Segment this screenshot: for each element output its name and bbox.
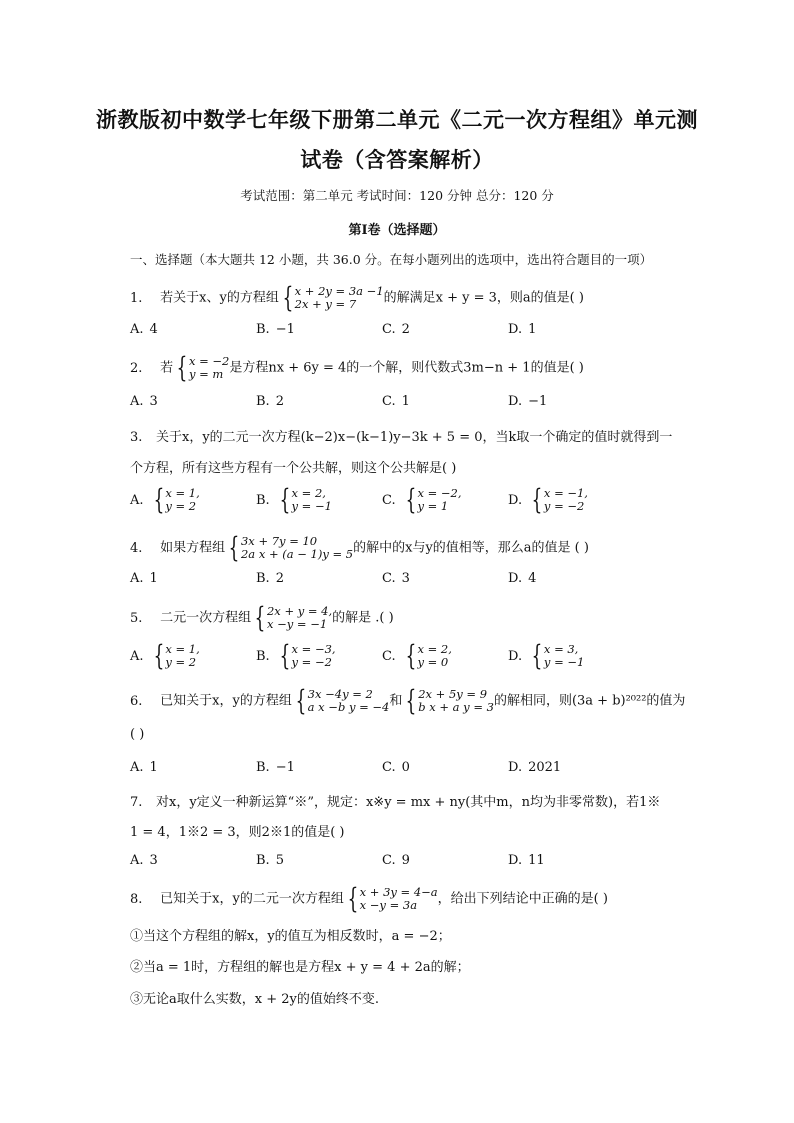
equation: 2x + y = 4, bbox=[266, 604, 333, 618]
question-stem: 二元一次方程组 bbox=[160, 610, 252, 626]
option-value: 1 bbox=[401, 394, 410, 409]
equation: x −y = 3a bbox=[359, 898, 418, 912]
option-d[interactable] bbox=[508, 760, 561, 775]
equation: x + 3y = 4−a bbox=[359, 885, 438, 899]
question-stem: ，给出下列结论中正确的是( ) bbox=[437, 891, 608, 907]
question-number: 1. bbox=[130, 290, 143, 306]
option-c[interactable] bbox=[382, 394, 410, 409]
equation: y = m bbox=[188, 367, 224, 381]
equation: x + 2y = 3a −1 bbox=[294, 284, 384, 298]
brace-icon: { bbox=[405, 684, 417, 717]
equation: 2x + y = 7 bbox=[294, 297, 357, 311]
equation: y = −2 bbox=[291, 655, 332, 669]
question-number: 2. bbox=[130, 360, 143, 376]
option-label: C. bbox=[382, 571, 396, 586]
option-value: 1 bbox=[149, 760, 158, 775]
options-q2 bbox=[130, 394, 650, 424]
option-value: 9 bbox=[401, 853, 410, 868]
equation: y = −2 bbox=[543, 499, 585, 513]
equation: 2x + 5y = 9 bbox=[418, 687, 488, 701]
options-q3 bbox=[130, 483, 650, 516]
option-label: D. bbox=[508, 571, 523, 586]
option-label: D. bbox=[508, 394, 523, 409]
option-label: C. bbox=[382, 394, 396, 409]
equation: y = 2 bbox=[165, 655, 197, 669]
option-value: 5 bbox=[275, 853, 284, 868]
brace-icon: { bbox=[228, 531, 240, 564]
document-title-line-1: 浙教版初中数学七年级下册第二单元《二元一次方程组》单元测 bbox=[96, 108, 698, 132]
equation-system bbox=[225, 531, 354, 564]
brace-icon: { bbox=[347, 882, 359, 915]
question-1 bbox=[130, 281, 584, 314]
option-value: 2 bbox=[401, 322, 410, 337]
question-5 bbox=[130, 601, 394, 634]
equation: x = −1, bbox=[543, 486, 588, 500]
question-stem: 和 bbox=[389, 693, 403, 709]
options-q1 bbox=[130, 322, 650, 352]
question-number: 4. bbox=[130, 540, 143, 556]
options-q7 bbox=[130, 853, 650, 883]
question-4 bbox=[130, 531, 589, 564]
brace-icon: { bbox=[279, 639, 290, 672]
option-label: D. bbox=[508, 853, 523, 868]
question-stem: 的解是 .( ) bbox=[332, 610, 394, 626]
equation: y = 0 bbox=[417, 655, 449, 669]
option-label: A. bbox=[130, 322, 144, 337]
question-stem: 的解满足x + y = 3，则a的值是( ) bbox=[383, 290, 584, 306]
option-value: −1 bbox=[275, 760, 295, 775]
option-label: B. bbox=[256, 760, 270, 775]
question-number: 8. bbox=[130, 891, 143, 907]
option-label: C. bbox=[382, 492, 396, 508]
question-8 bbox=[130, 882, 608, 915]
option-label: D. bbox=[508, 648, 523, 664]
option-value: 3 bbox=[401, 571, 410, 586]
question-2 bbox=[130, 351, 584, 384]
option-a[interactable] bbox=[130, 760, 158, 775]
option-label: B. bbox=[256, 571, 270, 586]
brace-icon: { bbox=[295, 684, 307, 717]
options-q4 bbox=[130, 571, 650, 601]
equation-system bbox=[173, 351, 230, 384]
question-stem: 关于x，y的二元一次方程(k−2)x−(k−1)y−3k + 5 = 0，当k取一个确定的值时就得到一 bbox=[156, 430, 673, 445]
equation: a x −b y = −4 bbox=[307, 700, 390, 714]
equation: x = −2 bbox=[188, 354, 230, 368]
brace-icon: { bbox=[153, 483, 164, 516]
equation-system bbox=[344, 882, 438, 915]
equation: y = 2 bbox=[165, 499, 197, 513]
option-label: A. bbox=[130, 394, 144, 409]
question-7-continued: 1 = 4，1※2 = 3，则2※1的值是( ) bbox=[130, 825, 345, 840]
brace-icon: { bbox=[282, 281, 294, 314]
equation-system bbox=[251, 601, 333, 634]
option-a[interactable] bbox=[130, 322, 158, 337]
option-value: 11 bbox=[528, 853, 545, 868]
question-number: 3. bbox=[130, 430, 143, 445]
brace-icon: { bbox=[254, 601, 266, 634]
options-q6 bbox=[130, 760, 650, 790]
option-value: 1 bbox=[149, 571, 158, 586]
equation: x = 3, bbox=[543, 642, 579, 656]
option-value: 2021 bbox=[528, 760, 562, 775]
statement-2: ②当a = 1时，方程组的解也是方程x + y = 4 + 2a的解； bbox=[130, 960, 470, 975]
option-d[interactable] bbox=[508, 571, 536, 586]
option-d[interactable] bbox=[508, 322, 536, 337]
equation: x = 2, bbox=[291, 486, 326, 500]
option-label: B. bbox=[256, 853, 270, 868]
options-q5 bbox=[130, 639, 650, 672]
brace-icon: { bbox=[176, 351, 188, 384]
option-value: 2 bbox=[275, 571, 284, 586]
question-stem: 的解中的x与y的值相等，那么a的值是 ( ) bbox=[353, 540, 589, 556]
option-label: A. bbox=[130, 571, 144, 586]
question-number: 6. bbox=[130, 693, 143, 709]
equation: y = −1 bbox=[291, 499, 332, 513]
equation: 3x −4y = 2 bbox=[307, 687, 373, 701]
option-label: B. bbox=[256, 492, 270, 508]
option-label: A. bbox=[130, 492, 144, 508]
brace-icon: { bbox=[531, 639, 543, 672]
option-c[interactable] bbox=[382, 639, 452, 672]
equation: y = 1 bbox=[417, 499, 449, 513]
option-c[interactable] bbox=[382, 483, 462, 516]
statement-3: ③无论a取什么实数，x + 2y的值始终不变. bbox=[130, 992, 379, 1007]
option-value: 3 bbox=[149, 853, 158, 868]
equation: x = −2, bbox=[417, 486, 462, 500]
option-label: D. bbox=[508, 322, 523, 337]
equation: x = 2, bbox=[417, 642, 452, 656]
option-d[interactable] bbox=[508, 639, 585, 672]
option-a[interactable] bbox=[130, 853, 158, 868]
question-6-continued: ( ) bbox=[130, 727, 145, 742]
option-value: 1 bbox=[528, 322, 537, 337]
option-label: B. bbox=[256, 322, 270, 337]
option-value: 3 bbox=[149, 394, 158, 409]
option-b[interactable] bbox=[256, 483, 332, 516]
option-label: C. bbox=[382, 322, 396, 337]
option-b[interactable] bbox=[256, 322, 295, 337]
option-c[interactable] bbox=[382, 760, 410, 775]
option-b[interactable] bbox=[256, 394, 284, 409]
option-label: C. bbox=[382, 648, 396, 664]
option-b[interactable] bbox=[256, 571, 284, 586]
question-7 bbox=[130, 791, 660, 810]
equation-system bbox=[279, 281, 384, 314]
option-a[interactable] bbox=[130, 571, 158, 586]
option-a[interactable] bbox=[130, 394, 158, 409]
brace-icon: { bbox=[531, 483, 543, 516]
equation: b x + a y = 3 bbox=[418, 700, 494, 714]
document-title-line-2: 试卷（含答案解析） bbox=[300, 148, 494, 172]
question-stem: 对x，y定义一种新运算“※”，规定：x※y = mx + ny(其中m，n均为非零常数)，若1※ bbox=[156, 795, 661, 810]
brace-icon: { bbox=[405, 483, 416, 516]
option-d[interactable] bbox=[508, 853, 545, 868]
equation: x = 1, bbox=[165, 486, 200, 500]
question-stem: 若关于x、y的方程组 bbox=[160, 290, 279, 306]
option-c[interactable] bbox=[382, 571, 410, 586]
question-number: 7. bbox=[130, 795, 143, 810]
option-c[interactable] bbox=[382, 853, 410, 868]
equation: 2a x + (a − 1)y = 5 bbox=[240, 547, 354, 561]
option-label: D. bbox=[508, 492, 523, 508]
option-value: 2 bbox=[275, 394, 284, 409]
exam-info: 考试范围：第二单元 考试时间：120 分钟 总分：120 分 bbox=[240, 188, 554, 203]
option-d[interactable] bbox=[508, 483, 588, 516]
option-c[interactable] bbox=[382, 322, 410, 337]
option-value: 4 bbox=[528, 571, 537, 586]
question-6 bbox=[130, 684, 686, 717]
option-value: 0 bbox=[401, 760, 410, 775]
equation-system bbox=[402, 684, 494, 717]
question-stem: 已知关于x，y的二元一次方程组 bbox=[160, 891, 344, 907]
option-b[interactable] bbox=[256, 639, 336, 672]
option-a[interactable] bbox=[130, 639, 200, 672]
equation: x = 1, bbox=[165, 642, 200, 656]
statement-1: ①当这个方程组的解x，y的值互为相反数时，a = −2； bbox=[130, 929, 451, 944]
option-a[interactable] bbox=[130, 483, 200, 516]
question-stem: 若 bbox=[160, 360, 174, 376]
option-d[interactable] bbox=[508, 394, 547, 409]
question-stem: 已知关于x，y的方程组 bbox=[160, 693, 292, 709]
question-number: 5. bbox=[130, 610, 143, 626]
option-value: −1 bbox=[275, 322, 295, 337]
equation: y = −1 bbox=[543, 655, 585, 669]
option-label: C. bbox=[382, 760, 396, 775]
option-b[interactable] bbox=[256, 853, 284, 868]
option-label: C. bbox=[382, 853, 396, 868]
equation-system bbox=[292, 684, 390, 717]
question-3-continued: 个方程，所有这些方程有一个公共解，则这个公共解是( ) bbox=[130, 461, 457, 476]
question-stem: 是方程nx + 6y = 4的一个解，则代数式3m−n + 1的值是( ) bbox=[229, 360, 584, 376]
question-stem: 的解相同，则(3a + b)²⁰²²的值为 bbox=[493, 693, 686, 709]
brace-icon: { bbox=[153, 639, 164, 672]
equation: 3x + 7y = 10 bbox=[240, 534, 318, 548]
part-title: 第Ⅰ卷（选择题） bbox=[348, 223, 446, 238]
equation: x = −3, bbox=[291, 642, 336, 656]
option-label: B. bbox=[256, 394, 270, 409]
brace-icon: { bbox=[405, 639, 416, 672]
option-value: −1 bbox=[528, 394, 548, 409]
option-label: A. bbox=[130, 853, 144, 868]
option-label: A. bbox=[130, 760, 144, 775]
option-label: D. bbox=[508, 760, 523, 775]
section-title: 一、选择题（本大题共 12 小题，共 36.0 分。在每小题列出的选项中，选出符合题目的一项） bbox=[130, 252, 653, 267]
option-b[interactable] bbox=[256, 760, 295, 775]
question-3 bbox=[130, 426, 672, 445]
brace-icon: { bbox=[279, 483, 290, 516]
option-label: B. bbox=[256, 648, 270, 664]
option-value: 4 bbox=[149, 322, 158, 337]
option-label: A. bbox=[130, 648, 144, 664]
equation: x −y = −1 bbox=[266, 617, 328, 631]
question-stem: 如果方程组 bbox=[160, 540, 226, 556]
